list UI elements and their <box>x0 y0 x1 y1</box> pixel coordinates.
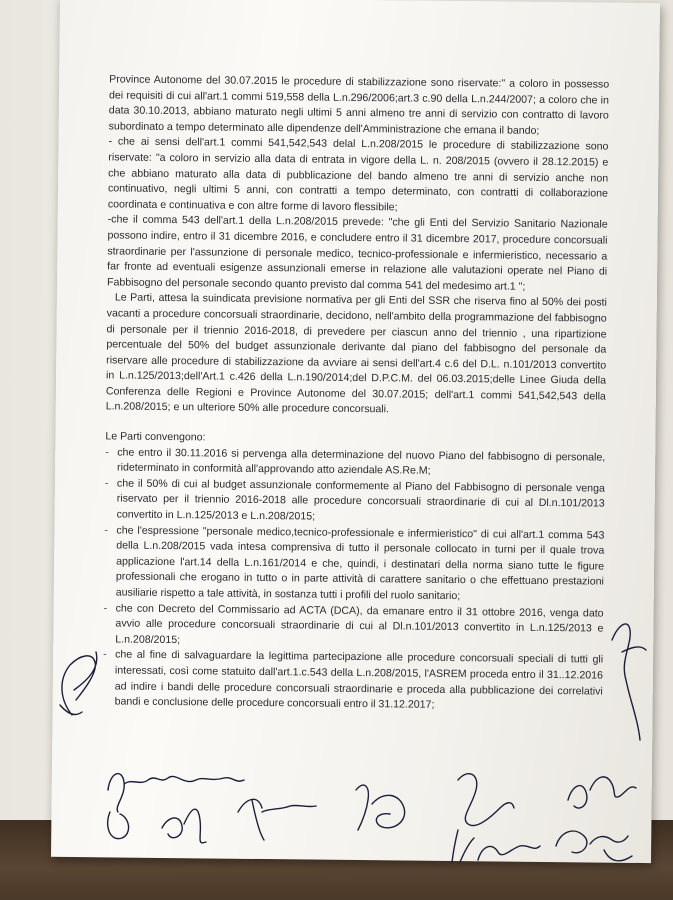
paragraph-1: Province Autonome del 30.07.2015 le procedure di stabilizzazione sono riservate:" a coloro in possesso dei requisiti di cui all'art.1 commi 519,558 della L.n.296/2006;art.3 c.90 della L.n.244/2007; a coloro che in data 30.10.2013, abbiano maturato negli ultimi 5 anni almeno tre anni di servizio con contratto di lavoro subordinato a tempo determinato alle dipendenze dell'Amministrazione che emana il bando; <box>108 73 610 137</box>
list-item: - che l'espressione "personale medico,tecnico-professionale e infermieristico" di cui all'art.1 comma 543 della L.n.208/2015 vada intesa comprensiva di tutto il personale collocato in turni per il quale trova applicazione l'art.14 della L.n.161/2014 e che, quindi, i destinatari della norma siano tutte le figure professionali che erogano in tutto o in parte attività di carattere sanitario o che effettuano prestazioni ausiliarie rispetto a tale attività, in sostanza tutti i profili del ruolo sanitario; <box>104 523 605 606</box>
list-item: - che entro il 30.11.2016 si pervenga alla determinazione del nuovo Piano del fabbisogno di personale, rideterminato in conformità all'approvando atto aziendale AS.Re.M; <box>105 445 605 481</box>
paragraph-3: -che il comma 543 dell'art.1 della L.n.208/2015 prevede: "che gli Enti del Servizio Sanitario Nazionale possono indire, entro il 31 dicembre 2016, e concludere entro il 31 dicembre 2017, procedure concorsuali straordinarie per l'assunzione di personale medico, tecnico-professionale e infermieristico, necessario a far fronte ad eventuali esigenze assunzionali emerse in relazione alle valutazioni operate nel Piano di Fabbisogno del personale secondo quanto previsto dal comma 541 del medesimo art.1 "; <box>106 213 608 293</box>
list-item: - che al fine di salvaguardare la legittima partecipazione alle procedure concorsuali speciali di tutti gli interessati, così come statuito dall'art.1.c.543 della L.n.208/2015, l'ASREM proceda entro il 31..12.2016 ad indire i bandi delle procedure concorsuali straordinarie e proceda alla pubblicazione dei correlativi bandi e conclusione delle procedure concorsuali entro il 31.12.2017; <box>103 648 604 716</box>
document-sheet <box>51 0 660 863</box>
agreement-list <box>103 445 606 715</box>
paragraph-4: Le Parti, attesa la suindicata previsione normativa per gli Enti del SSR che riserva fino al 50% dei posti vacanti a procedure concorsuali straordinarie, decidono, nell'ambito della programmazione del fabbisogno di personale per il triennio 2016-2018, di prevedere per ciascun anno del triennio , una ripartizione percentuale del 50% del budget assunzionale derivante dal piano del fabbisogno del personale da riservare alle procedure di stabilizzazione da avviare ai sensi dell'art.4 c.6 del D.L. n.101/2013 convertito in L.n.125/2013;dell'Art.1 c.426 della L.n.190/2014;del D.P.C.M. del 06.03.2015;delle Linee Giuda della Conferenza delle Regioni e Province Autonome del 30.07.2015; dell'art.1 commi 541,542,543 della L.n.208/2015; e un ulteriore 50% alle procedure concorsuali. <box>105 291 607 416</box>
list-item: - che con Decreto del Commissario ad ACTA (DCA), da emanare entro il 31 ottobre 2016, venga dato avvio alle procedure concorsuali straordinarie di cui al Dl.n.101/2013 convertito in L.n.125/2013 e L.n.208/2015; <box>103 601 603 653</box>
list-item: - che il 50% di cui al budget assunzionale conformemente al Piano del Fabbisogno di personale venga riservato per il triennio 2016-2018 alle procedure concorsuali straordinarie di cui al Dl.n.101/2013 convertito in L.n.125/2013 e L.n.208/2015; <box>105 476 605 528</box>
document-body <box>103 72 610 715</box>
paragraph-2: - che ai sensi dell'art.1 commi 541,542,543 delal L.n.208/2015 le procedure di stabilizzazione sono riservate: "a coloro in servizio alla data di entrata in vigore della L. n. 208/2015 (ovvero il 28.12.2015) e che abbiano maturato alla data di pubblicazione del bando almeno tre anni di servizio anche non continuativo, negli ultimi 5 anni, con contratti a tempo determinato, con contratti di collaborazione coordinata e continuativa e con altre forme di lavoro flessibile; <box>107 135 609 214</box>
convene-title: Le Parti convengono: <box>105 430 206 444</box>
